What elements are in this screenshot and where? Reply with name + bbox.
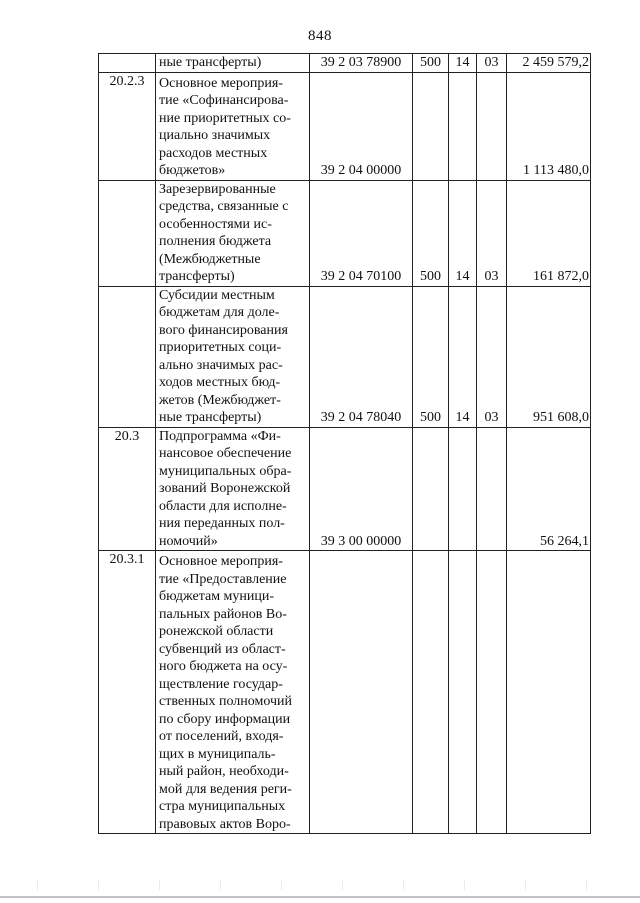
row-expense-type: 500 [413,180,449,286]
table-row [99,72,591,180]
row-expense-type: 500 [413,54,449,73]
row-number: 20.3.1 [99,551,156,834]
row-number [99,286,156,427]
row-expense-type [413,72,449,180]
scan-edge-line [0,896,640,898]
row-subsection [477,427,507,551]
row-name: Основное мероприя- тие «Софинансирова- ние приоритетных со- циально значимых расходов местных бюджетов» [156,72,310,180]
row-subsection: 03 [477,180,507,286]
row-amount: 161 872,0 [507,180,591,286]
row-amount: 1 113 480,0 [507,72,591,180]
row-target-code [310,551,413,834]
budget-table [98,53,591,834]
row-expense-type [413,551,449,834]
row-section: 14 [449,54,477,73]
row-number [99,54,156,73]
row-subsection: 03 [477,286,507,427]
row-name: Зарезервированные средства, связанные с особенностями ис- полнения бюджета (Межбюджетные трансферты) [156,180,310,286]
row-subsection [477,551,507,834]
row-target-code: 39 3 00 00000 [310,427,413,551]
table-row [99,54,591,73]
row-amount: 56 264,1 [507,427,591,551]
table-row [99,180,591,286]
row-section: 14 [449,286,477,427]
row-section [449,72,477,180]
row-section: 14 [449,180,477,286]
row-number [99,180,156,286]
row-amount [507,551,591,834]
row-subsection: 03 [477,54,507,73]
row-name: Основное мероприя- тие «Предоставление бюджетам муници- пальных районов Во- ронежской области субвенций из област- ного бюджета на осу- ществление государ- ственных полномочий по сбору информации от поселений, входя- щих в муниципаль- ный район, необходи- мой для ведения реги- стра муниципальных правовых актов Воро- [156,551,310,834]
row-target-code: 39 2 03 78900 [310,54,413,73]
row-amount: 2 459 579,2 [507,54,591,73]
scan-artifact [0,880,640,890]
row-target-code: 39 2 04 70100 [310,180,413,286]
table-row [99,427,591,551]
row-section [449,551,477,834]
row-number: 20.3 [99,427,156,551]
table-row [99,286,591,427]
row-target-code: 39 2 04 78040 [310,286,413,427]
row-expense-type [413,427,449,551]
row-target-code: 39 2 04 00000 [310,72,413,180]
row-name: Подпрограмма «Фи- нансовое обеспечение муниципальных обра- зований Воронежской области для исполне- ния переданных пол- номочий» [156,427,310,551]
row-name: ные трансферты) [156,54,310,73]
row-amount: 951 608,0 [507,286,591,427]
table-row [99,551,591,834]
row-name: Субсидии местным бюджетам для доле- вого финансирования приоритетных соци- ально значимых рас- ходов местных бюд- жетов (Межбюджет- ные трансферты) [156,286,310,427]
row-expense-type: 500 [413,286,449,427]
page-number: 848 [308,28,332,44]
row-subsection [477,72,507,180]
row-section [449,427,477,551]
row-number: 20.2.3 [99,72,156,180]
